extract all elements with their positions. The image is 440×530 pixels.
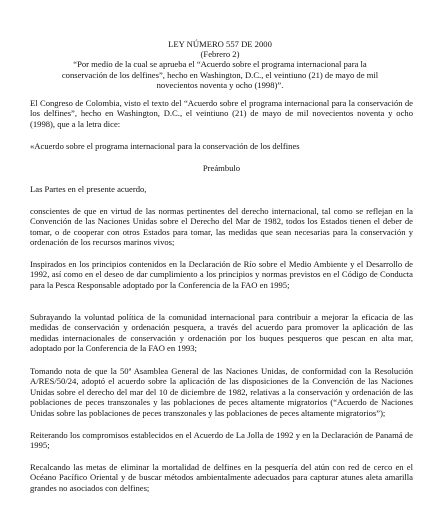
- agreement-title: «Acuerdo sobre el programa internacional para la conservación de los delfines: [30, 141, 300, 151]
- intro-paragraph: El Congreso de Colombia, visto el texto del “Acuerdo sobre el programa internacional para la conservación de los delfines”, hecho en Washington, D.C., el veintiuno (21) de mayo de mil novecientos noventa y ocho (1998), que a la letra dice:: [30, 98, 413, 129]
- preamble-heading: Preámbulo: [202, 163, 241, 173]
- preamble-paragraph-6: Recalcando las metas de eliminar la mortalidad de delfines en la pesquería del atún con red de cerco en el Océano Pacífico Oriental y de buscar métodos ambientalmente adecuados para capturar atunes aleta amarilla grandes no asociados con delfines;: [30, 462, 413, 493]
- law-title: LEY NÚMERO 557 DE 2000: [168, 39, 272, 49]
- preamble-paragraph-2: Inspirados en los principios contenidos en la Declaración de Río sobre el Medio Ambiente y el Desarrollo de 1992, así como en el deseo de dar cumplimiento a los principios y normas previstos en el Código de Conducta para la Pesca Responsable adoptado por la Conferencia de la FAO en 1995;: [30, 259, 413, 290]
- law-subtitle: “Por medio de la cual se aprueba el “Acuerdo sobre el programa internacional para la conservación de los delfines”, hecho en Washington, D.C., el veintiuno (21) de mayo de mil novecientos noventa y ocho (1998)”.: [61, 59, 379, 90]
- parties-line: Las Partes en el presente acuerdo,: [30, 184, 147, 194]
- preamble-paragraph-3: Subrayando la voluntad política de la comunidad internacional para contribuir a mejorar la eficacia de las medidas de conservación y ordenación pesquera, a través del acuerdo para promover la aplicación de las medidas internacionales de conservación y ordenación por los buques pesqueros que pescan en alta mar, adoptado por la Conferencia de la FAO en 1993;: [30, 312, 413, 354]
- preamble-paragraph-4: Tomando nota de que la 50ª Asamblea General de las Naciones Unidas, de conformidad con la Resolución A/RES/50/24, adoptó el acuerdo sobre la aplicación de las disposiciones de la Convención de las Naciones Unidas sobre el derecho del mar del 10 de diciembre de 1982, relativas a la conservación y ordenación de las poblaciones de peces transzonales y las poblaciones de peces altamente migratorios (“Acuerdo de Naciones Unidas sobre las poblaciones de peces transzonales y las poblaciones de peces altamente migratorios”);: [30, 366, 413, 418]
- law-date: (Febrero 2): [200, 49, 240, 60]
- preamble-paragraph-1: conscientes de que en virtud de las normas pertinentes del derecho internacional, tal como se reflejan en la Convención de las Naciones Unidas sobre el Derecho del Mar de 1982, todos los Estados tienen el deber de tomar, o de cooperar con otros Estados para tomar, las medidas que sean necesarias para la conservación y ordenación de los recursos marinos vivos;: [30, 206, 413, 248]
- preamble-paragraph-5: Reiterando los compromisos establecidos en el Acuerdo de La Jolla de 1992 y en la Declaración de Panamá de 1995;: [30, 430, 413, 451]
- document-header: [60, 39, 380, 90]
